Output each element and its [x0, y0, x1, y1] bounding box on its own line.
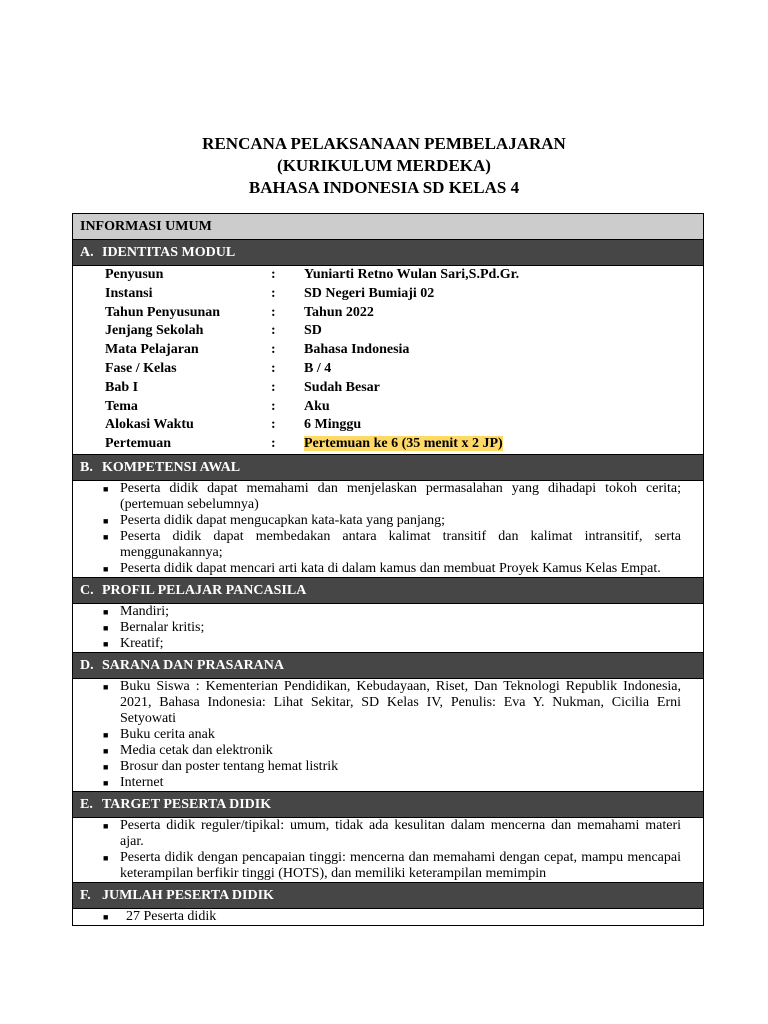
ident-label: Fase / Kelas	[105, 360, 177, 376]
list-item	[103, 561, 681, 577]
ident-value: Aku	[304, 398, 330, 414]
square-bullet-icon: ■	[103, 761, 109, 772]
ident-value: 6 Minggu	[304, 417, 362, 433]
title-line-1: RENCANA PELAKSANAAN PEMBELAJARAN	[202, 134, 566, 153]
ident-label: Bab I	[105, 379, 139, 395]
ident-label: Mata Pelajaran	[105, 342, 199, 358]
ident-row-mata-pelajaran	[105, 341, 703, 360]
section-heading: IDENTITAS MODUL	[102, 245, 236, 260]
list-item	[103, 909, 681, 925]
section-heading: KOMPETENSI AWAL	[102, 459, 241, 475]
sarana-body	[73, 679, 703, 792]
sarana-header	[73, 653, 703, 679]
list-item	[103, 513, 681, 529]
profil-header	[73, 578, 703, 604]
profil-body	[73, 604, 703, 653]
section-heading: TARGET PESERTA DIDIK	[102, 796, 272, 812]
list-item	[103, 620, 681, 636]
list-item	[103, 727, 681, 743]
ident-value: SD	[304, 323, 322, 339]
section-heading: SARANA DAN PRASARANA	[102, 657, 285, 673]
rpp-table	[72, 213, 704, 926]
square-bullet-icon: ■	[103, 681, 109, 692]
list-item-text: Peserta didik dapat mengucapkan kata-kata yang panjang;	[120, 512, 445, 528]
square-bullet-icon: ■	[103, 729, 109, 740]
identitas-list	[73, 266, 703, 455]
list-item	[103, 679, 681, 727]
list-item-text: Peserta didik dengan pencapaian tinggi: mencerna dan memahami dengan cepat, mampu mencapai keterampilan berfikir tinggi (HOTS), dan memiliki keterampilan memimpin	[120, 849, 681, 881]
list-item-text: Peserta didik reguler/tipikal: umum, tidak ada kesulitan dalam mencerna dan memahami materi ajar.	[120, 817, 681, 849]
list-item	[103, 636, 681, 652]
section-heading: JUMLAH PESERTA DIDIK	[102, 887, 274, 903]
ident-value: B / 4	[304, 360, 332, 376]
ident-colon: :	[271, 398, 276, 414]
ident-colon: :	[271, 267, 276, 282]
list-item-text: Buku cerita anak	[120, 726, 215, 742]
ident-value: Sudah Besar	[304, 379, 380, 395]
list-item	[103, 850, 681, 882]
general-info-header: INFORMASI UMUM	[73, 214, 703, 240]
ident-value-highlighted	[304, 435, 703, 454]
square-bullet-icon: ■	[103, 777, 109, 788]
ident-row-bab	[105, 379, 703, 398]
highlighted-text: Pertemuan ke 6 (35 menit x 2 JP)	[304, 436, 503, 452]
kompetensi-header	[73, 455, 703, 481]
ident-row-instansi	[105, 285, 703, 304]
section-letter: D.	[80, 657, 94, 673]
square-bullet-icon: ■	[103, 745, 109, 756]
document-title	[0, 133, 768, 199]
square-bullet-icon: ■	[103, 515, 109, 526]
square-bullet-icon: ■	[103, 911, 109, 922]
section-letter: B.	[80, 459, 93, 475]
section-heading: PROFIL PELAJAR PANCASILA	[102, 582, 307, 598]
list-item-text: Peserta didik dapat membedakan antara kalimat transitif dan kalimat intransitif, serta menggunakannya;	[120, 528, 681, 560]
list-item	[103, 481, 681, 513]
list-item	[103, 775, 681, 791]
square-bullet-icon: ■	[103, 820, 109, 831]
square-bullet-icon: ■	[103, 606, 109, 617]
ident-value: SD Negeri Bumiaji 02	[304, 285, 435, 301]
ident-colon: :	[271, 436, 276, 452]
list-item-text: Peserta didik dapat memahami dan menjelaskan permasalahan yang dihadapi tokoh cerita;(pertemuan sebelumnya)	[120, 480, 681, 512]
ident-label: Instansi	[105, 285, 153, 301]
list-item-text: Bernalar kritis;	[120, 619, 205, 635]
section-letter: A.	[80, 245, 94, 260]
section-letter: C.	[80, 582, 94, 598]
list-item	[103, 604, 681, 620]
ident-row-penyusun	[105, 266, 703, 285]
ident-value: Bahasa Indonesia	[304, 342, 410, 358]
jumlah-body	[73, 909, 703, 925]
ident-colon: :	[271, 360, 276, 376]
ident-colon: :	[271, 379, 276, 395]
ident-row-fase-kelas	[105, 360, 703, 379]
list-item-text: Kreatif;	[120, 635, 164, 651]
square-bullet-icon: ■	[103, 638, 109, 649]
ident-label: Tahun Penyusunan	[105, 304, 221, 320]
list-item	[103, 529, 681, 561]
square-bullet-icon: ■	[103, 483, 109, 494]
target-body	[73, 818, 703, 883]
title-line-3: BAHASA INDONESIA SD KELAS 4	[248, 178, 520, 197]
ident-value: Yuniarti Retno Wulan Sari,S.Pd.Gr.	[304, 267, 520, 282]
ident-row-pertemuan	[105, 435, 703, 454]
square-bullet-icon: ■	[103, 622, 109, 633]
list-item-text: Media cetak dan elektronik	[120, 742, 273, 758]
ident-row-tema	[105, 398, 703, 417]
ident-row-alokasi-waktu	[105, 416, 703, 435]
identitas-header	[73, 240, 703, 266]
ident-row-jenjang-sekolah	[105, 322, 703, 341]
list-item	[103, 818, 681, 850]
square-bullet-icon: ■	[103, 852, 109, 863]
section-letter: E.	[80, 796, 93, 812]
list-item-text: Mandiri;	[120, 603, 169, 619]
ident-colon: :	[271, 304, 276, 320]
ident-label: Pertemuan	[105, 436, 172, 452]
ident-colon: :	[271, 323, 276, 339]
title-line-2: (KURIKULUM MERDEKA)	[277, 156, 491, 175]
list-item-text: Internet	[120, 774, 164, 790]
list-item	[103, 759, 681, 775]
square-bullet-icon: ■	[103, 563, 109, 574]
ident-label: Tema	[105, 398, 138, 414]
ident-colon: :	[271, 342, 276, 358]
target-header	[73, 792, 703, 818]
ident-colon: :	[271, 285, 276, 301]
ident-label: Jenjang Sekolah	[105, 323, 204, 339]
section-letter: F.	[80, 887, 91, 903]
ident-label: Penyusun	[105, 267, 164, 282]
ident-label: Alokasi Waktu	[105, 417, 194, 433]
list-item	[103, 743, 681, 759]
kompetensi-body	[73, 481, 703, 578]
list-item-text: Peserta didik dapat mencari arti kata di dalam kamus dan membuat Proyek Kamus Kelas Empat.	[120, 560, 661, 576]
square-bullet-icon: ■	[103, 531, 109, 542]
jumlah-header	[73, 883, 703, 909]
ident-value: Tahun 2022	[304, 304, 374, 320]
ident-colon: :	[271, 417, 276, 433]
list-item-text: Buku Siswa : Kementerian Pendidikan, Kebudayaan, Riset, Dan Teknologi Republik Indonesia, 2021, Bahasa Indonesia: Lihat Sekitar, SD Kelas IV, Penulis: Eva Y. Nukman, Cicilia Erni Setyowati	[120, 678, 681, 726]
ident-row-tahun-penyusunan	[105, 304, 703, 323]
list-item-text: Brosur dan poster tentang hemat listrik	[120, 758, 339, 774]
list-item-text: 27 Peserta didik	[126, 908, 217, 924]
